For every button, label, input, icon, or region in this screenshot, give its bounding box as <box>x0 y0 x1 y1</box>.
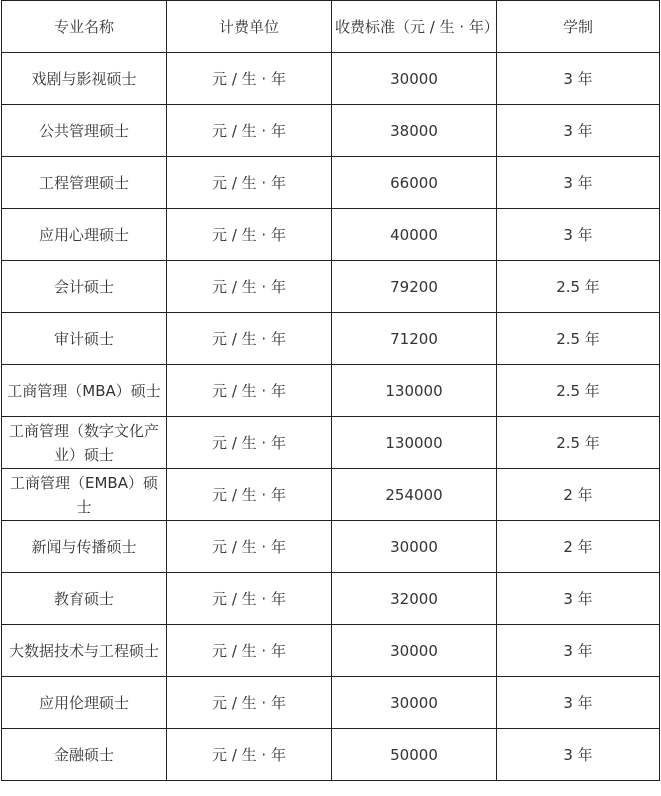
cell-fee: 71200 <box>332 313 497 365</box>
header-program-name: 专业名称 <box>2 1 167 53</box>
cell-duration: 3 年 <box>497 573 660 625</box>
cell-fee: 32000 <box>332 573 497 625</box>
cell-duration: 3 年 <box>497 729 660 781</box>
cell-program-name: 应用伦理硕士 <box>2 677 167 729</box>
cell-duration: 2.5 年 <box>497 313 660 365</box>
table-row <box>2 209 660 261</box>
cell-program-name: 大数据技术与工程硕士 <box>2 625 167 677</box>
cell-fee: 50000 <box>332 729 497 781</box>
header-row <box>2 1 660 53</box>
header-duration: 学制 <box>497 1 660 53</box>
table-row <box>2 157 660 209</box>
cell-fee: 79200 <box>332 261 497 313</box>
cell-billing-unit: 元 / 生 · 年 <box>167 209 332 261</box>
cell-duration: 3 年 <box>497 53 660 105</box>
header-fee-standard: 收费标准（元 / 生 · 年） <box>332 1 497 53</box>
table-header <box>2 1 660 53</box>
cell-fee: 130000 <box>332 365 497 417</box>
cell-program-name: 教育硕士 <box>2 573 167 625</box>
cell-duration: 2.5 年 <box>497 365 660 417</box>
cell-program-name: 工商管理（EMBA）硕士 <box>2 469 167 521</box>
cell-program-name: 戏剧与影视硕士 <box>2 53 167 105</box>
table-row <box>2 573 660 625</box>
cell-fee: 30000 <box>332 625 497 677</box>
table-row <box>2 677 660 729</box>
cell-program-name: 新闻与传播硕士 <box>2 521 167 573</box>
cell-program-name: 应用心理硕士 <box>2 209 167 261</box>
cell-program-name: 工商管理（数字文化产业）硕士 <box>2 417 167 469</box>
cell-billing-unit: 元 / 生 · 年 <box>167 729 332 781</box>
cell-billing-unit: 元 / 生 · 年 <box>167 261 332 313</box>
table-row <box>2 417 660 469</box>
cell-billing-unit: 元 / 生 · 年 <box>167 469 332 521</box>
cell-duration: 2 年 <box>497 469 660 521</box>
cell-fee: 40000 <box>332 209 497 261</box>
cell-billing-unit: 元 / 生 · 年 <box>167 53 332 105</box>
cell-billing-unit: 元 / 生 · 年 <box>167 417 332 469</box>
table-row <box>2 105 660 157</box>
cell-billing-unit: 元 / 生 · 年 <box>167 521 332 573</box>
cell-program-name: 工程管理硕士 <box>2 157 167 209</box>
cell-billing-unit: 元 / 生 · 年 <box>167 625 332 677</box>
table-row <box>2 625 660 677</box>
cell-duration: 2 年 <box>497 521 660 573</box>
cell-duration: 3 年 <box>497 157 660 209</box>
header-billing-unit: 计费单位 <box>167 1 332 53</box>
cell-fee: 30000 <box>332 677 497 729</box>
table-row <box>2 729 660 781</box>
cell-fee: 254000 <box>332 469 497 521</box>
cell-program-name: 公共管理硕士 <box>2 105 167 157</box>
cell-billing-unit: 元 / 生 · 年 <box>167 313 332 365</box>
table-row <box>2 313 660 365</box>
cell-duration: 2.5 年 <box>497 417 660 469</box>
cell-duration: 3 年 <box>497 105 660 157</box>
cell-billing-unit: 元 / 生 · 年 <box>167 677 332 729</box>
table-row <box>2 365 660 417</box>
cell-duration: 2.5 年 <box>497 261 660 313</box>
cell-billing-unit: 元 / 生 · 年 <box>167 105 332 157</box>
cell-program-name: 会计硕士 <box>2 261 167 313</box>
cell-fee: 30000 <box>332 53 497 105</box>
cell-billing-unit: 元 / 生 · 年 <box>167 365 332 417</box>
cell-fee: 130000 <box>332 417 497 469</box>
table-row <box>2 261 660 313</box>
cell-fee: 30000 <box>332 521 497 573</box>
tuition-fee-table <box>1 0 660 781</box>
cell-fee: 66000 <box>332 157 497 209</box>
cell-duration: 3 年 <box>497 677 660 729</box>
cell-duration: 3 年 <box>497 625 660 677</box>
cell-program-name: 工商管理（MBA）硕士 <box>2 365 167 417</box>
cell-billing-unit: 元 / 生 · 年 <box>167 573 332 625</box>
cell-duration: 3 年 <box>497 209 660 261</box>
table-body <box>2 53 660 781</box>
cell-program-name: 审计硕士 <box>2 313 167 365</box>
cell-fee: 38000 <box>332 105 497 157</box>
table-row <box>2 53 660 105</box>
table-row <box>2 521 660 573</box>
cell-billing-unit: 元 / 生 · 年 <box>167 157 332 209</box>
cell-program-name: 金融硕士 <box>2 729 167 781</box>
table-row <box>2 469 660 521</box>
